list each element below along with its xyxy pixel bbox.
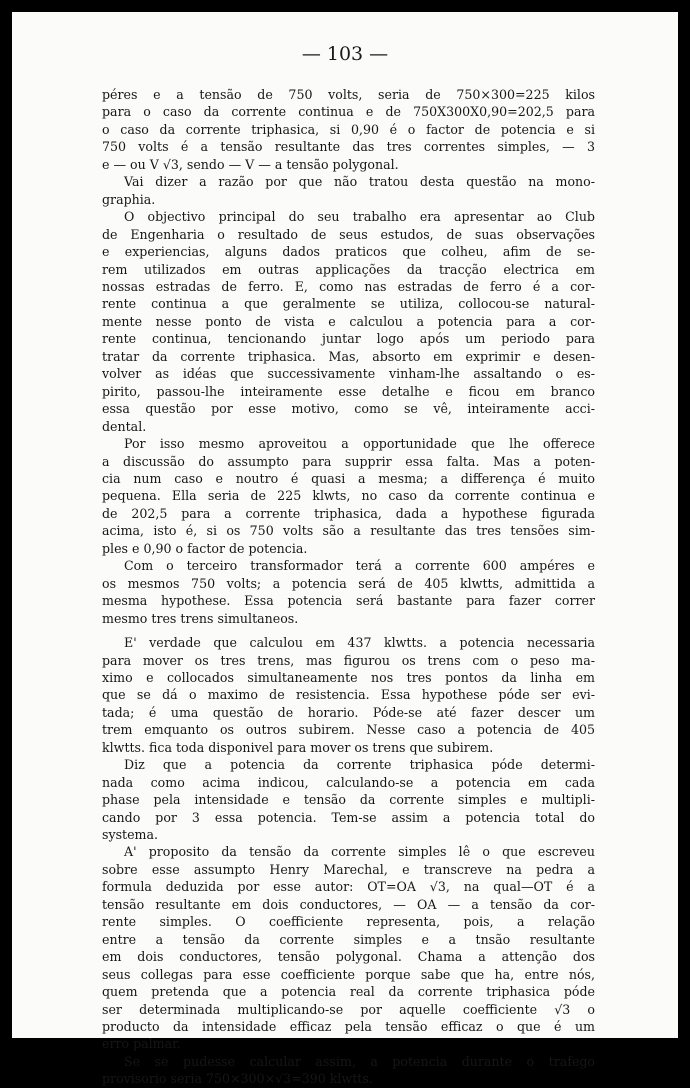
text-line: Por isso mesmo aproveitou a opportunidade que lhe offerece <box>124 436 595 452</box>
text-line: em dois conductores, tensão polygonal. Chama a attenção dos <box>102 949 595 965</box>
paragraph-gap <box>102 627 595 634</box>
text-line: entre a tensão da corrente simples e a tnsão resultante <box>102 931 595 947</box>
text-line: tensão resultante em dois conductores, — OA — a tensão da cor- <box>102 896 595 912</box>
body-text <box>102 86 595 1088</box>
text-line: nossas estradas de ferro. E, como nas estradas de ferro é a cor- <box>102 278 595 294</box>
paragraph <box>102 634 595 756</box>
text-line: phase pela intensidade e tensão da corrente simples e multipli- <box>102 792 595 808</box>
paragraph <box>102 86 595 173</box>
paragraph <box>102 1053 595 1088</box>
text-line: rente simples. O coefficiente representa, pois, a relação <box>102 914 595 930</box>
text-line: mesma hypothese. Essa potencia será bastante para fazer correr <box>102 593 595 609</box>
text-line: formula deduzida por esse autor: OT=OA √3, na qual—OT é a <box>102 879 595 895</box>
text-line: mesmo tres trens simultaneos. <box>102 610 299 626</box>
text-line: provisorio seria 750×300×√3=390 klwtts. <box>102 1071 373 1087</box>
text-line: rente continua a que geralmente se utiliza, collocou-se natural- <box>102 296 595 312</box>
text-line: sobre esse assumpto Henry Marechal, e transcreve na pedra a <box>102 861 595 877</box>
text-line: tada; é uma questão de horario. Póde-se até fazer descer um <box>102 704 595 720</box>
text-line: O objectivo principal do seu trabalho era apresentar ao Club <box>124 209 595 225</box>
text-line: acima, isto é, si os 750 volts são a resultante das tres tensões sim- <box>102 523 595 539</box>
text-line: klwtts. fica toda disponivel para mover os trens que subirem. <box>102 739 494 755</box>
text-line: para mover os tres trens, mas figurou os trens com o peso ma- <box>102 652 595 668</box>
text-line: e — ou V √3, sendo — V — a tensão polygonal. <box>102 156 399 172</box>
text-line: tratar da corrente triphasica. Mas, absorto em exprimir e desen- <box>102 348 595 364</box>
text-line: que se dá o maximo de resistencia. Essa hypothese póde ser evi- <box>102 687 595 703</box>
text-line: o caso da corrente triphasica, si 0,90 é o factor de potencia e si <box>102 121 595 137</box>
text-line: cando por 3 essa potencia. Tem-se assim a potencia total do <box>102 809 595 825</box>
text-line: erro palmar. <box>102 1036 181 1052</box>
paragraph <box>102 843 595 1052</box>
text-line: Com o terceiro transformador terá a corrente 600 ampéres e <box>124 558 595 574</box>
text-line: para o caso da corrente continua e de 750X300X0,90=202,5 para <box>102 104 595 120</box>
paragraph <box>102 435 595 557</box>
text-line: e experiencias, alguns dados praticos que colheu, afim de se- <box>102 244 595 260</box>
text-line: os mesmos 750 volts; a potencia será de 405 klwtts, admittida a <box>102 575 595 591</box>
text-line: Se se pudesse calcular assim, a potencia durante o trafego <box>124 1053 595 1069</box>
text-line: Diz que a potencia da corrente triphasica póde determi- <box>124 757 595 773</box>
text-line: rem utilizados em outras applicações da tracção electrica em <box>102 261 595 277</box>
text-line: essa questão por esse motivo, como se vê, inteiramente acci- <box>102 401 595 417</box>
text-line: seus collegas para esse coefficiente porque sabe que ha, entre nós, <box>102 966 595 982</box>
text-line: dental. <box>102 418 147 434</box>
text-line: de Engenharia o resultado de seus estudos, de suas observações <box>102 226 595 242</box>
paragraph <box>102 173 595 208</box>
paragraph <box>102 208 595 435</box>
text-line: de 202,5 para a corrente triphasica, dada a hypothese figurada <box>102 505 595 521</box>
text-line: graphia. <box>102 191 156 207</box>
text-line: trem emquanto os outros subirem. Nesse caso a potencia de 405 <box>102 722 595 738</box>
paragraph <box>102 756 595 843</box>
text-line: quem pretenda que a potencia real da corrente triphasica póde <box>102 984 595 1000</box>
text-line: mente nesse ponto de vista e calculou a potencia para a cor- <box>102 313 595 329</box>
paragraph <box>102 557 595 627</box>
text-line: ser determinada multiplicando-se por aquelle coefficiente √3 o <box>102 1001 595 1017</box>
text-line: cia num caso e noutro é quasi a mesma; a differença é muito <box>102 470 595 486</box>
text-line: péres e a tensão de 750 volts, seria de 750×300=225 kilos <box>102 87 595 102</box>
text-line: E' verdade que calculou em 437 klwtts. a potencia necessaria <box>124 635 595 651</box>
book-page <box>12 12 678 1087</box>
text-line: rente continua, tencionando juntar logo após um periodo para <box>102 331 595 347</box>
text-line: Vai dizer a razão por que não tratou desta questão na mono- <box>124 174 595 190</box>
text-line: a discussão do assumpto para supprir essa falta. Mas a poten- <box>102 453 595 469</box>
text-line: 750 volts é a tensão resultante das tres correntes simples, — 3 <box>102 139 595 155</box>
text-line: pequena. Ella seria de 225 klwts, no caso da corrente continua e <box>102 488 595 504</box>
text-line: ples e 0,90 o factor de potencia. <box>102 540 308 556</box>
text-line: pirito, passou-lhe inteiramente esse detalhe e ficou em branco <box>102 383 595 399</box>
text-line: nada como acima indicou, calculando-se a potencia em cada <box>102 774 595 790</box>
text-line: systema. <box>102 827 159 843</box>
text-line: volver as idéas que successivamente vinham-lhe assaltando o es- <box>102 366 595 382</box>
text-line: A' proposito da tensão da corrente simples lê o que escreveu <box>124 844 595 860</box>
text-line: producto da intensidade efficaz pela tensão efficaz o que é um <box>102 1019 595 1035</box>
page-number: — 103 — <box>301 43 389 65</box>
text-line: ximo e collocados simultaneamente nos tres pontos da linha em <box>102 669 595 685</box>
